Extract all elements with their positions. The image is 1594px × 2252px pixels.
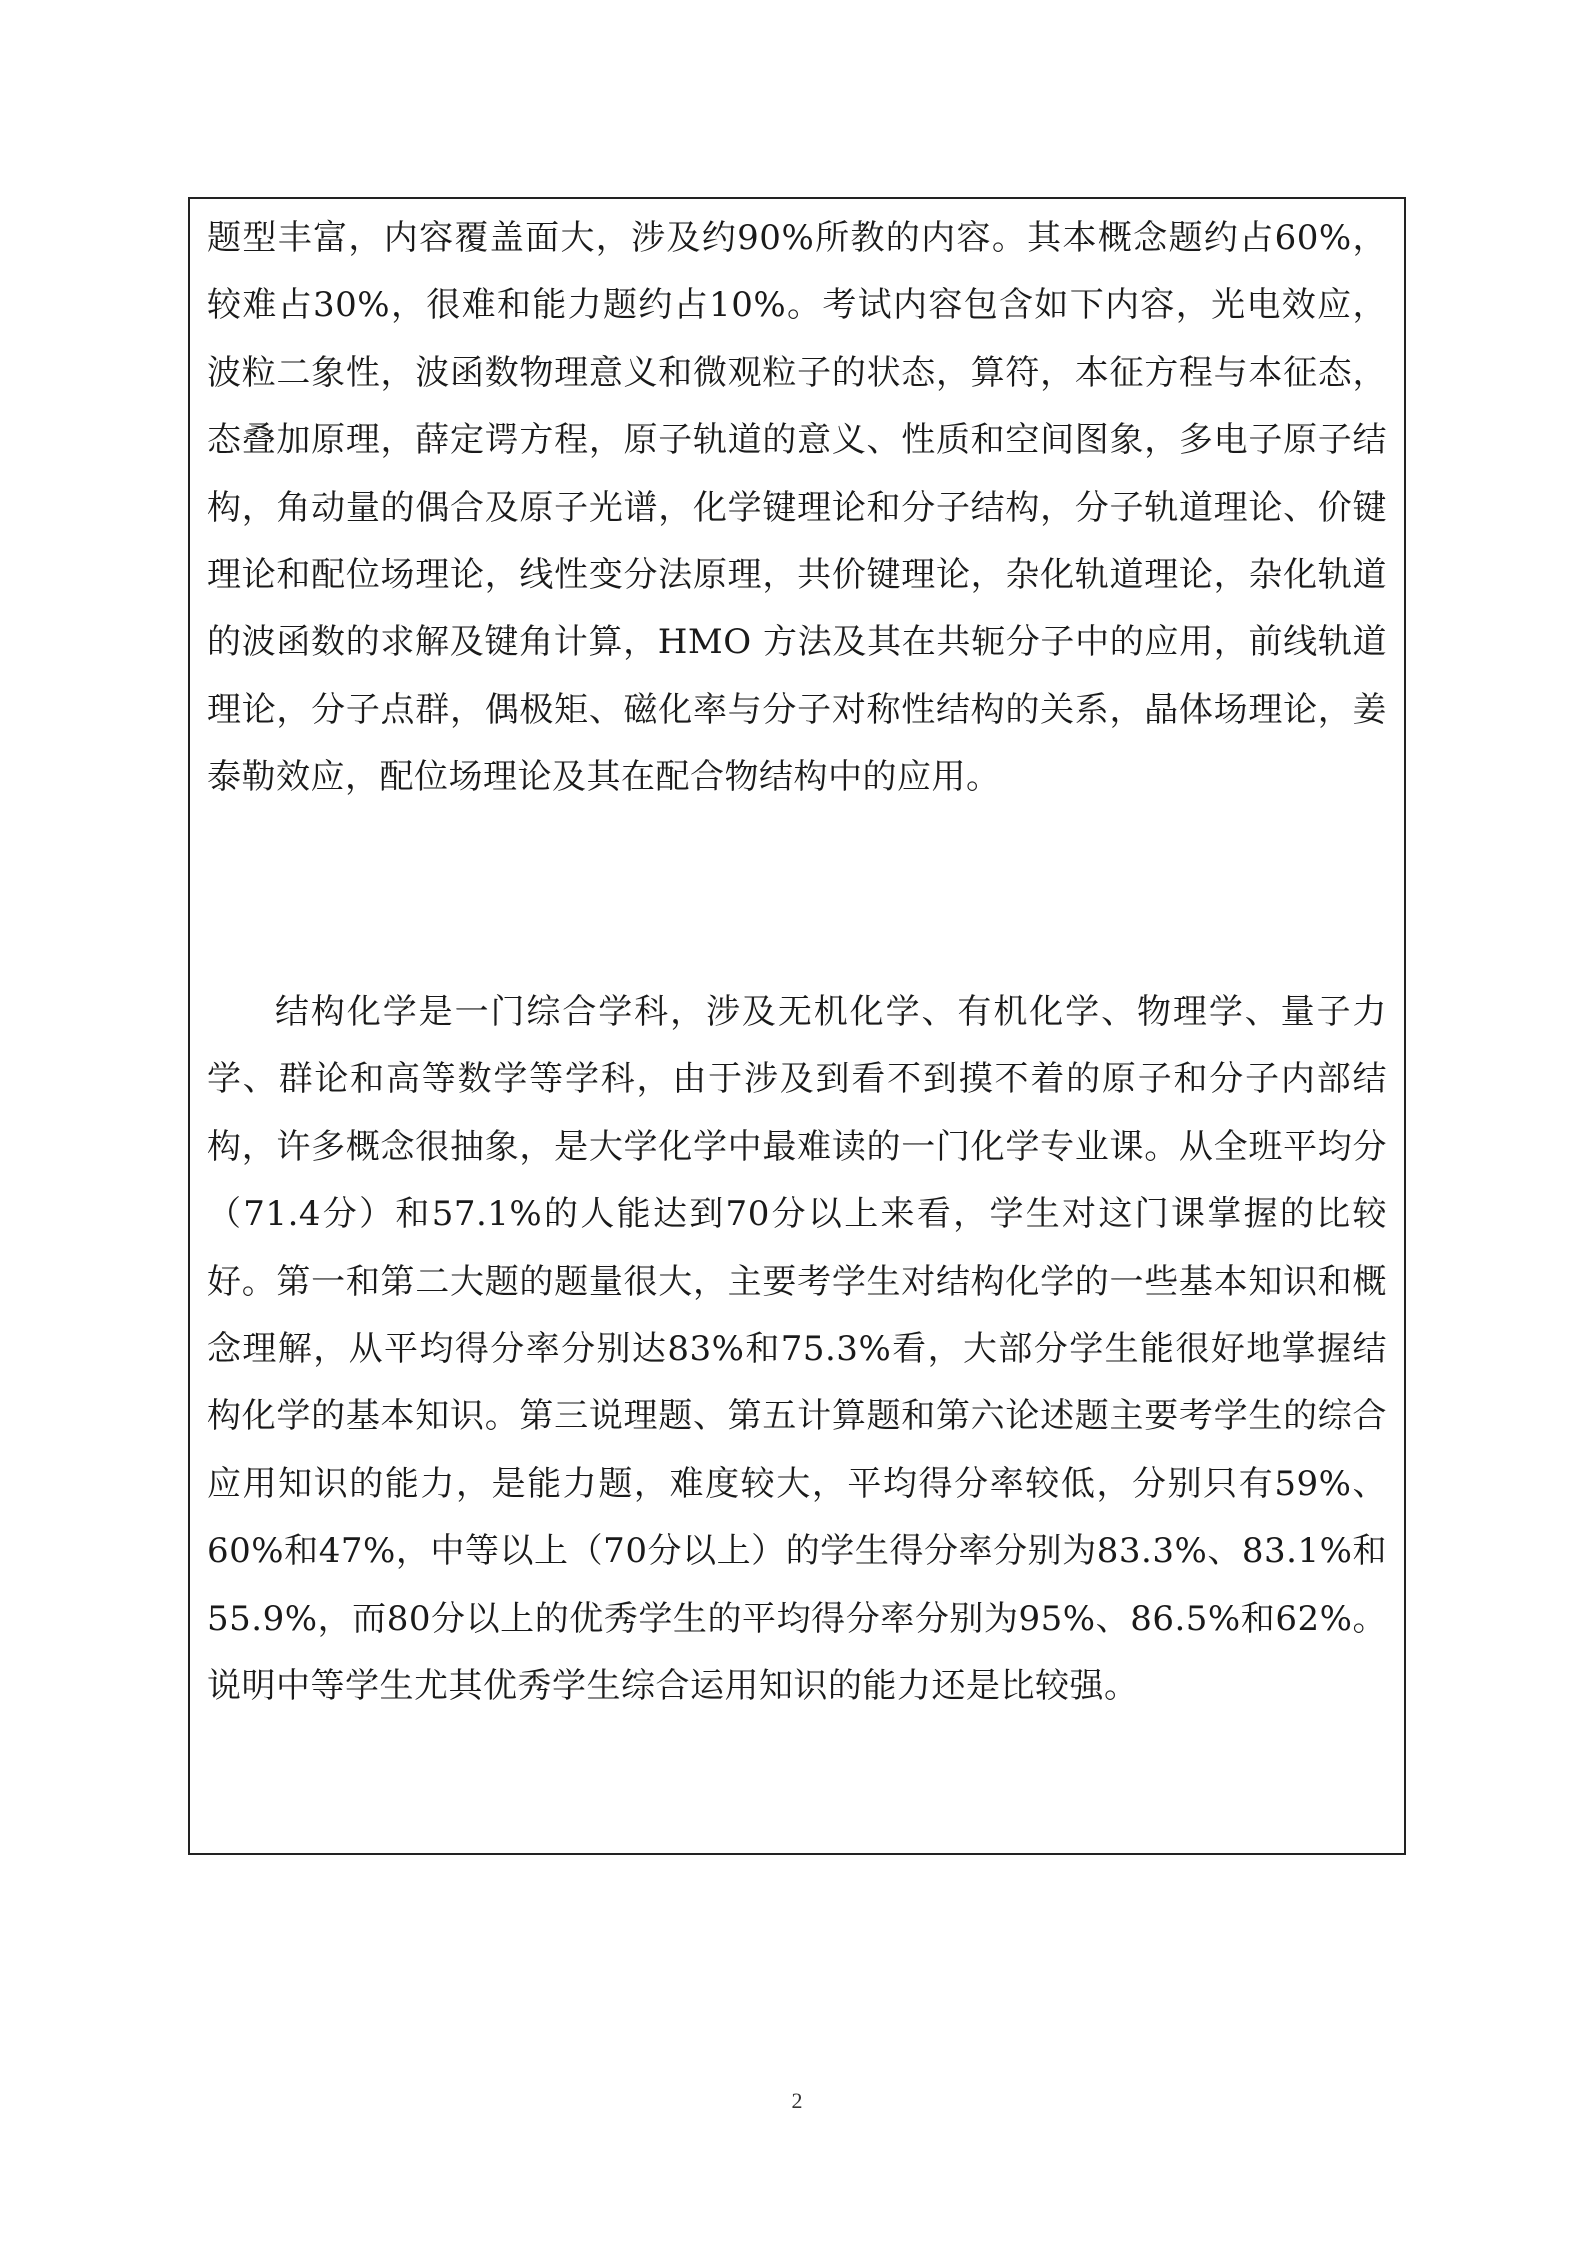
page-number: 2: [791, 2088, 803, 2113]
paragraph-exam-content: 题型丰富，内容覆盖面大，涉及约90%所教的内容。其本概念题约占60%，较难占30%，很难和能力题约占10%。考试内容包含如下内容，光电效应，波粒二象性，波函数物理意义和微观粒子的状态，算符，本征方程与本征态，态叠加原理，薛定谔方程，原子轨道的意义、性质和空间图象，多电子原子结构，角动量的偶合及原子光谱，化学键理论和分子结构，分子轨道理论、价键理论和配位场理论，线性变分法原理，共价键理论，杂化轨道理论，杂化轨道的波函数的求解及键角计算，HMO 方法及其在共轭分子中的应用，前线轨道理论，分子点群，偶极矩、磁化率与分子对称性结构的关系，晶体场理论，姜泰勒效应，配位场理论及其在配合物结构中的应用。: [207, 218, 1387, 798]
paragraph-analysis: 结构化学是一门综合学科，涉及无机化学、有机化学、物理学、量子力学、群论和高等数学等学科，由于涉及到看不到摸不着的原子和分子内部结构，许多概念很抽象，是大学化学中最难读的一门化学专业课。从全班平均分（71.4分）和57.1%的人能达到70分以上来看，学生对这门课掌握的比较好。第一和第二大题的题量很大，主要考学生对结构化学的一些基本知识和概念理解，从平均得分率分别达83%和75.3%看，大部分学生能很好地掌握结构化学的基本知识。第三说理题、第五计算题和第六论述题主要考学生的综合应用知识的能力，是能力题，难度较大，平均得分率较低，分别只有59%、60%和47%，中等以上（70分以上）的学生得分率分别为83.3%、83.1%和55.9%，而80分以上的优秀学生的平均得分率分别为95%、86.5%和62%。说明中等学生尤其优秀学生综合运用知识的能力还是比较强。: [207, 992, 1387, 1707]
content-frame: [188, 197, 1406, 1855]
